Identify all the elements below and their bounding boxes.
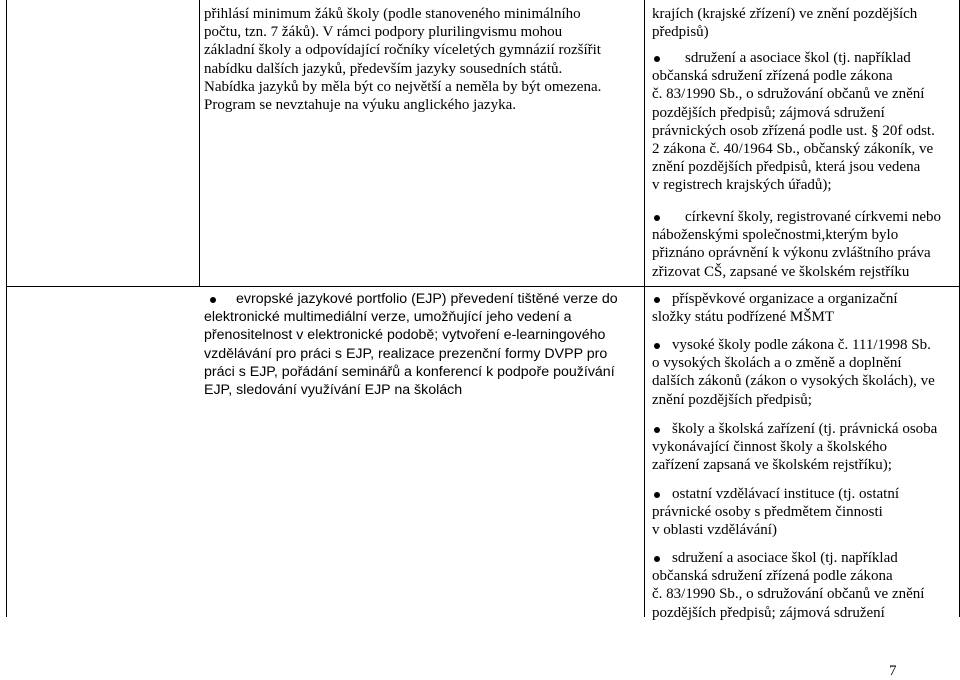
table-border-left (6, 0, 7, 617)
text-line: církevní školy, registrované církvemi nebo (685, 209, 942, 225)
text-line: složky státu podřízené MŠMT (652, 309, 835, 326)
text-line: přenositelnost v elektronické podobě; vytvoření e-learningového (204, 327, 606, 344)
text-line: předpisů) (652, 24, 709, 41)
right-bullet-church-schools (652, 208, 956, 281)
text-line: občanská sdružení zřízená podle zákona (652, 68, 893, 85)
text-line: sdružení a asociace škol (tj. například (672, 550, 898, 566)
text-line: sdružení a asociace škol (tj. například (685, 50, 911, 66)
text-line: v registrech krajských úřadů); (652, 177, 832, 194)
text-line: elektronické multimediální verze, umožňující jeho vedení a (204, 309, 572, 326)
bullet-dot-icon (654, 492, 660, 498)
text-line: ostatní vzdělávací instituce (tj. ostatní (672, 486, 900, 502)
bullet-dot-icon (654, 56, 660, 62)
right-bullet-associations-2 (652, 549, 956, 622)
text-line: zařízení zapsaná ve školském rejstříku); (652, 457, 892, 474)
bullet-dot-icon (654, 343, 660, 349)
text-line: krajích (krajské zřízení) ve znění pozdějších (652, 6, 918, 22)
right-bullet-contributory-orgs (652, 290, 956, 326)
text-line: příspěvkové organizace a organizační (672, 291, 898, 307)
text-line: přihlásí minimum žáků školy (podle stanoveného minimálního (204, 6, 581, 22)
bullet-dot-icon (654, 297, 660, 303)
text-line: evropské jazykové portfolio (EJP) převedení tištěné verze do (236, 291, 618, 307)
text-line: 2 zákona č. 40/1964 Sb., občanský zákoník, ve (652, 141, 934, 158)
right-top-lines (652, 5, 956, 41)
text-line: přiznáno oprávnění k výkonu zvláštního práva (652, 245, 931, 262)
text-line: dalších zákonů (zákon o vysokých školách), ve (652, 373, 935, 390)
text-line: vzdělávání pro práci s EJP, realizace prezenční formy DVPP pro (204, 345, 608, 362)
bullet-dot-icon (654, 427, 660, 433)
table-divider-center (644, 0, 645, 617)
bullet-dot-icon (210, 297, 216, 303)
text-line: pozdějších předpisů; zájmová sdružení (652, 604, 885, 621)
right-bullet-other-institutions (652, 485, 956, 540)
text-line: pozdějších předpisů; zájmová sdružení (652, 104, 885, 121)
text-line: základní školy a odpovídající ročníky víceletých gymnázií rozšířit (204, 42, 601, 59)
text-line: náboženskými společnostmi,kterým bylo (652, 227, 899, 244)
text-line: č. 83/1990 Sb., o sdružování občanů ve znění (652, 586, 925, 603)
table-divider-inner-left (199, 0, 200, 287)
right-bullet-universities (652, 336, 956, 409)
ejp-bullet (204, 290, 640, 399)
text-line: občanská sdružení zřízená podle zákona (652, 568, 893, 585)
text-line: EJP, sledování využívání EJP na školách (204, 382, 463, 399)
text-line: právnických osob zřízená podle ust. § 20f odst. (652, 122, 935, 139)
text-line: Program se nevztahuje na výuku anglického jazyka. (204, 97, 516, 114)
text-line: práci s EJP, pořádání seminářů a konferencí k podpoře používání (204, 363, 615, 380)
text-line: vykonávající činnost školy a školského (652, 439, 887, 456)
bullet-dot-icon (654, 556, 660, 562)
text-line: školy a školská zařízení (tj. právnická osoba (672, 421, 938, 437)
right-bullet-associations (652, 49, 956, 195)
bullet-dot-icon (654, 215, 660, 221)
text-line: nabídku dalších jazyků, především jazyky sousedních států. (204, 60, 563, 77)
page-number: 7 (889, 663, 897, 679)
text-line: znění pozdějších předpisů; (652, 391, 812, 408)
text-line: znění pozdějších předpisů, která jsou vedena (652, 159, 921, 176)
text-line: právnické osoby s předmětem činnosti (652, 504, 883, 521)
text-line: o vysokých školách a o změně a doplnění (652, 355, 902, 372)
text-line: zřizovat CŠ, zapsané ve školském rejstříku (652, 263, 910, 280)
text-line: Nabídka jazyků by měla být co největší a neměla by být omezena. (204, 78, 602, 95)
left-top-paragraph (204, 5, 640, 114)
text-line: vysoké školy podle zákona č. 111/1998 Sb. (672, 337, 931, 353)
table-row-divider (6, 286, 960, 287)
text-line: v oblasti vzdělávání) (652, 522, 777, 539)
text-line: č. 83/1990 Sb., o sdružování občanů ve znění (652, 86, 925, 103)
right-bullet-schools (652, 420, 956, 475)
text-line: počtu, tzn. 7 žáků). V rámci podpory plurilingvismu mohou (204, 24, 563, 41)
